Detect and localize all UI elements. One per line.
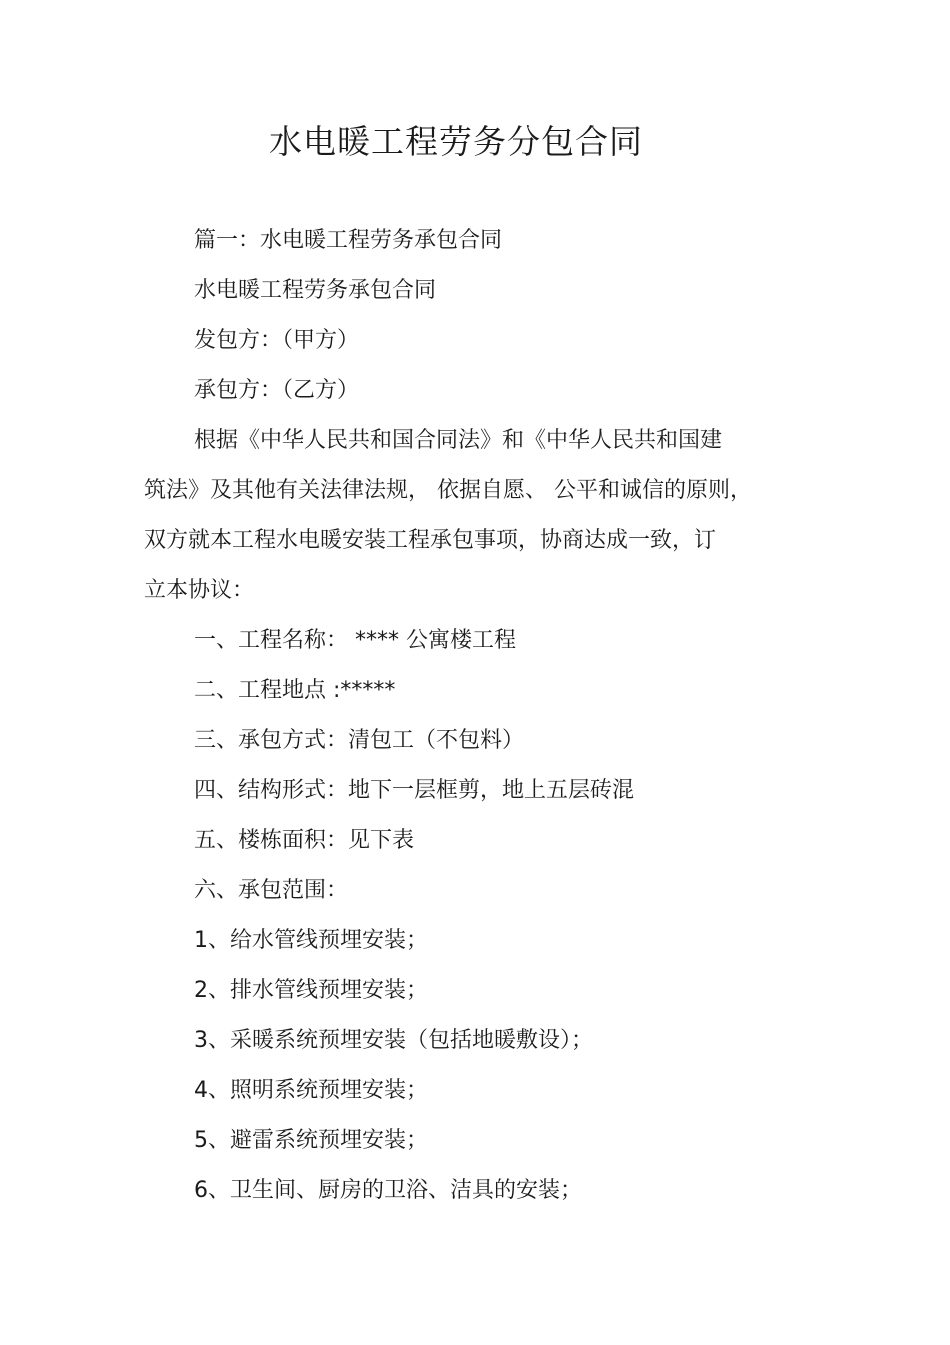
scope-item-3: 3、采暖系统预埋安装（包括地暖敷设）； xyxy=(194,1028,593,1053)
preamble-line-4: 立本协议： xyxy=(144,578,255,603)
clause-contract-scope: 六、承包范围： xyxy=(194,878,349,903)
clause-contract-method: 三、承包方式：清包工（不包料） xyxy=(194,728,525,753)
scope-item-2: 2、排水管线预埋安装； xyxy=(194,978,428,1003)
scope-item-4: 4、照明系统预埋安装； xyxy=(194,1078,428,1103)
contract-subtitle: 水电暖工程劳务承包合同 xyxy=(194,278,437,303)
scope-item-5: 5、避雷系统预埋安装； xyxy=(194,1128,428,1153)
preamble-line-2: 筑法》及其他有关法律法规， 依据自愿、 公平和诚信的原则， xyxy=(144,478,752,503)
clause-project-location: 二、工程地点 :***** xyxy=(194,678,396,703)
document-title: 水电暖工程劳务分包合同 xyxy=(269,122,643,161)
party-a-line: 发包方：（甲方） xyxy=(194,328,360,353)
scope-item-6: 6、卫生间、厨房的卫浴、洁具的安装； xyxy=(194,1178,582,1203)
scope-item-1: 1、给水管线预埋安装； xyxy=(194,928,428,953)
clause-project-name: 一、工程名称： **** 公寓楼工程 xyxy=(194,628,516,653)
party-b-line: 承包方：（乙方） xyxy=(194,378,360,403)
clause-structure-type: 四、结构形式：地下一层框剪，地上五层砖混 xyxy=(194,778,635,803)
preamble-line-3: 双方就本工程水电暖安装工程承包事项，协商达成一致，订 xyxy=(144,528,717,553)
preamble-line-1: 根据《中华人民共和国合同法》和《中华人民共和国建 xyxy=(194,428,723,453)
section-heading: 篇一：水电暖工程劳务承包合同 xyxy=(194,228,503,253)
clause-building-area: 五、楼栋面积：见下表 xyxy=(194,828,415,853)
